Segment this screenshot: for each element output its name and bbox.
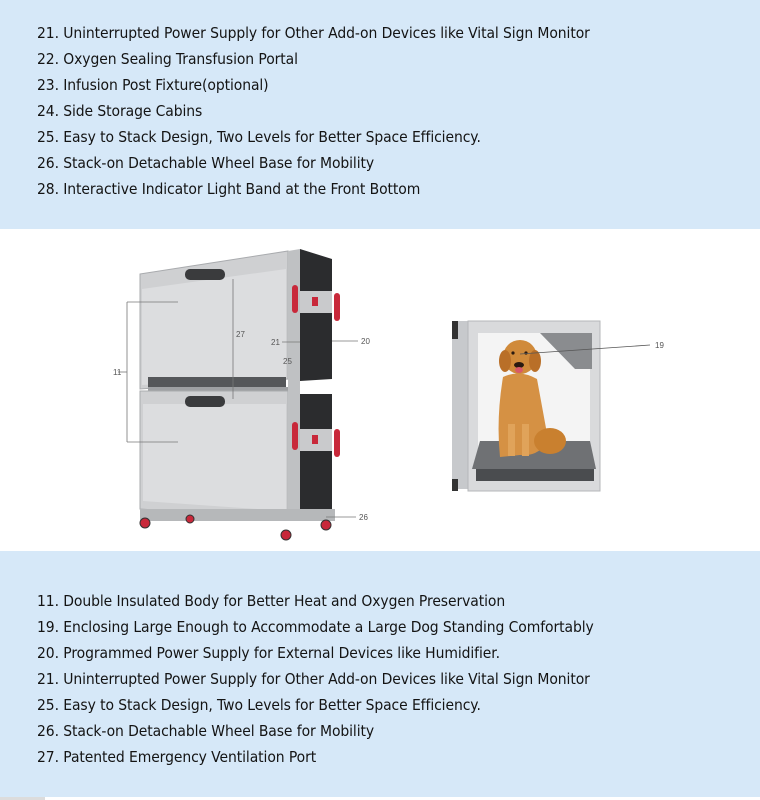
stacked-cabinet-image xyxy=(113,249,370,540)
feature-item: 26. Stack-on Detachable Wheel Base for Mobility xyxy=(37,154,375,172)
feature-item: 19. Enclosing Large Enough to Accommodate a Large Dog Standing Comfortably xyxy=(37,618,594,636)
enclosure-image xyxy=(452,321,664,491)
top-feature-section xyxy=(0,0,760,229)
feature-item: 21. Uninterrupted Power Supply for Other Add-on Devices like Vital Sign Monitor xyxy=(37,670,590,688)
feature-item: 27. Patented Emergency Ventilation Port xyxy=(37,748,317,766)
callout-label: 20 xyxy=(361,337,370,346)
feature-item: 24. Side Storage Cabins xyxy=(37,102,203,120)
product-image-section xyxy=(0,229,760,551)
callout-label: 19 xyxy=(655,341,664,350)
callout-label: 11 xyxy=(113,368,122,377)
bottom-feature-list xyxy=(37,588,636,770)
feature-item: 23. Infusion Post Fixture(optional) xyxy=(37,76,269,94)
callout-label: 26 xyxy=(359,513,368,522)
feature-item: 25. Easy to Stack Design, Two Levels for Better Space Efficiency. xyxy=(37,696,481,714)
callout-label: 27 xyxy=(236,330,245,339)
feature-item: 20. Programmed Power Supply for External Devices like Humidifier. xyxy=(37,644,500,662)
top-feature-list xyxy=(37,20,631,202)
product-illustrations xyxy=(0,229,760,551)
callout-label: 25 xyxy=(283,357,292,366)
callout-label: 21 xyxy=(271,338,280,347)
feature-item: 25. Easy to Stack Design, Two Levels for Better Space Efficiency. xyxy=(37,128,481,146)
feature-item: 22. Oxygen Sealing Transfusion Portal xyxy=(37,50,298,68)
feature-item: 26. Stack-on Detachable Wheel Base for Mobility xyxy=(37,722,375,740)
feature-item: 28. Interactive Indicator Light Band at the Front Bottom xyxy=(37,180,421,198)
feature-item: 21. Uninterrupted Power Supply for Other Add-on Devices like Vital Sign Monitor xyxy=(37,24,590,42)
bottom-feature-section xyxy=(0,551,760,797)
feature-item: 11. Double Insulated Body for Better Heat and Oxygen Preservation xyxy=(37,592,506,610)
